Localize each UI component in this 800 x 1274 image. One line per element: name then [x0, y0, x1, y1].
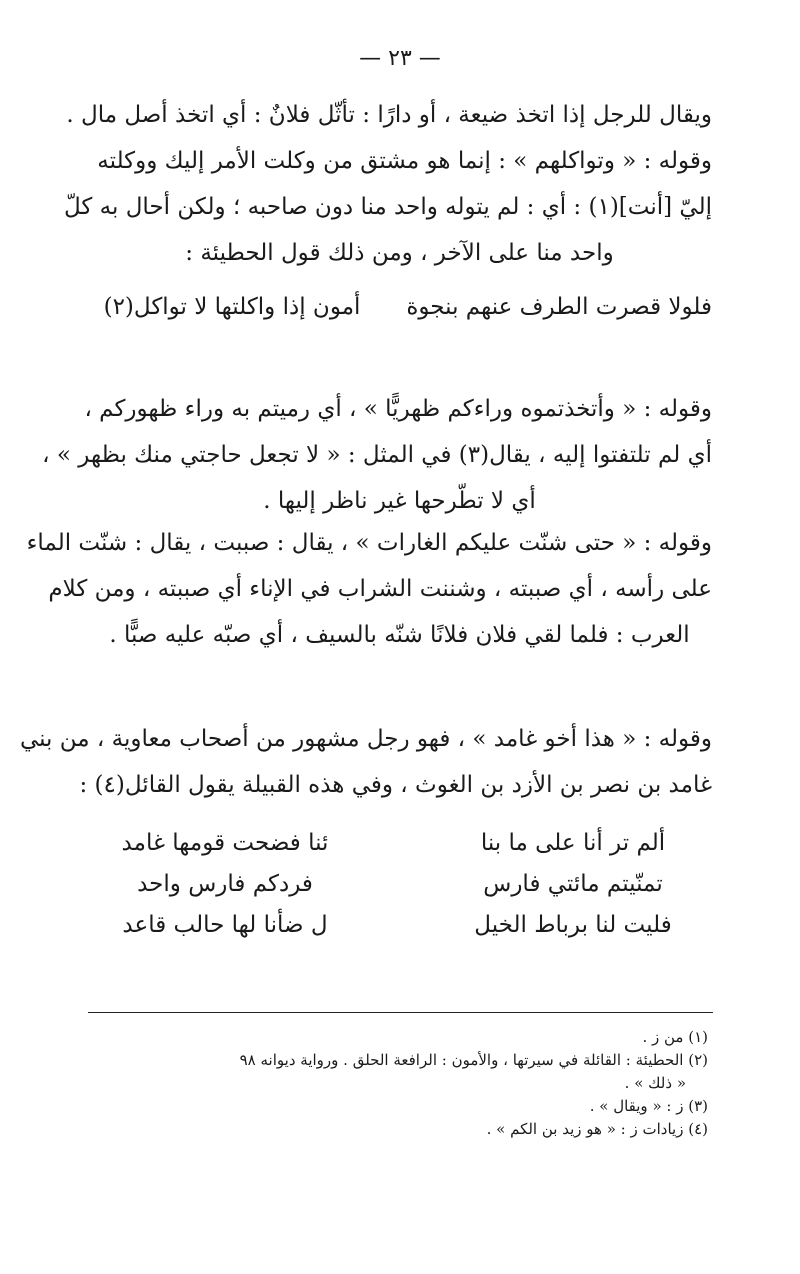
text-line: على رأسه ، أي صببته ، وشننت الشراب في الإناء أي صببته ، ومن كلام [48, 576, 712, 602]
verse-row [87, 284, 712, 330]
footnote: (٢) الحطيئة : القائلة في سيرتها ، والأمون : الرافعة الحلق . ورواية ديوانه ٩٨ [239, 1051, 708, 1069]
footnotes [88, 1026, 708, 1141]
verse-second-hemistich: فردكم فارس واحد [137, 871, 313, 897]
text-line: وقوله : « وأتخذتموه وراءكم ظهريًّا » ، أي رميتم به وراء ظهوركم ، [84, 396, 712, 422]
poem-verse [90, 905, 708, 946]
poem-verse [90, 864, 708, 905]
paragraph-gharat [26, 520, 712, 658]
verse-hutay-a [87, 284, 712, 330]
verse-second-hemistich: ئنا فضحت قومها غامد [121, 830, 329, 856]
text-line: غامد بن نصر بن الأزد بن الغوث ، وفي هذه القبيلة يقول القائل(٤) : [79, 772, 712, 798]
text-line: العرب : فلما لقي فلان فلانًا شنّه بالسيف ، أي صبّه عليه صبًّا . [109, 622, 690, 648]
text-line: أي لا تطّرحها غير ناظر إليها . [263, 488, 536, 514]
footnote: (٤) زيادات ز : « هو زيد بن الكم » . [486, 1120, 708, 1138]
verse-first-hemistich: فليت لنا برباط الخيل [474, 912, 672, 938]
text-line: أي لم تلتفتوا إليه ، يقال(٣) في المثل : « لا تجعل حاجتي منك بظهر » ، [42, 442, 712, 468]
text-line: ويقال للرجل إذا اتخذ ضيعة ، أو دارًا : تأثّل فلانٌ : أي اتخذ أصل مال . [66, 102, 712, 128]
footnote-divider [88, 1012, 713, 1013]
main-text [63, 92, 712, 276]
footnote: (١) من ز . [642, 1028, 708, 1046]
verse-second-hemistich: أمون إذا واكلتها لا تواكل(٢) [103, 294, 361, 320]
text-line: إليّ [أنت](١) : أي : لم يتوله واحد منا دون صاحبه ؛ ولكن أحال به كلّ [63, 194, 712, 220]
poem [90, 823, 708, 946]
verse-first-hemistich: تمنّيتم مائتي فارس [483, 871, 663, 897]
poem-verse [90, 823, 708, 864]
verse-second-hemistich: ل ضأنا لها حالب قاعد [122, 912, 328, 938]
paragraph-zihriyya [42, 386, 712, 524]
paragraph-ghamid [19, 716, 712, 808]
footnote: (٣) ز : « ويقال » . [589, 1097, 708, 1115]
text-line: وقوله : « وتواكلهم » : إنما هو مشتق من وكلت الأمر إليك ووكلته [97, 148, 712, 174]
footnote-continuation: « ذلك » . [624, 1074, 686, 1092]
page-number: — ٢٣ — [359, 46, 441, 71]
verse-first-hemistich: ألم تر أنا على ما بنا [480, 830, 666, 856]
text-line: واحد منا على الآخر ، ومن ذلك قول الحطيئة : [185, 240, 614, 266]
text-line: وقوله : « هذا أخو غامد » ، فهو رجل مشهور من أصحاب معاوية ، من بني [19, 726, 712, 752]
verse-first-hemistich: فلولا قصرت الطرف عنهم بنجوة [406, 294, 712, 320]
text-line: وقوله : « حتى شنّت عليكم الغارات » ، يقال : صببت ، يقال : شنّت الماء [26, 530, 712, 556]
